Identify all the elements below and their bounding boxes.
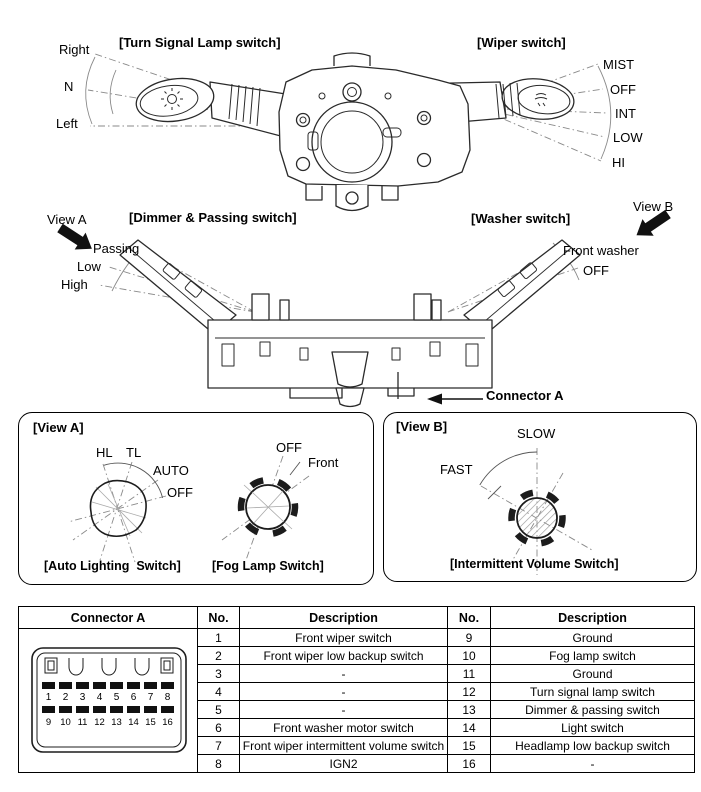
wiper-title: [Wiper switch]	[477, 35, 566, 50]
combination-switch-bottom-drawing	[120, 240, 580, 407]
pin-desc: Light switch	[491, 719, 695, 737]
pin-no: 15	[448, 737, 491, 755]
pin-desc: -	[240, 683, 448, 701]
dimmer-pos-low: Low	[77, 259, 101, 274]
pin-no: 4	[198, 683, 240, 701]
view-b-pointer-label: View B	[633, 199, 674, 214]
table-header-connector: Connector A	[19, 607, 198, 629]
turn-signal-pos-left: Left	[56, 116, 78, 131]
dimmer-pos-high: High	[61, 277, 88, 292]
wiper-pos-off: OFF	[610, 82, 636, 97]
pin-no: 6	[198, 719, 240, 737]
pin-no: 1	[198, 629, 240, 647]
pin-desc: Front wiper switch	[240, 629, 448, 647]
volume-pos-slow: SLOW	[517, 426, 556, 441]
turn-signal-inner-arc	[110, 70, 116, 114]
svg-text:5: 5	[113, 691, 120, 703]
pin-no: 3	[198, 665, 240, 683]
pin-no: 13	[448, 701, 491, 719]
svg-text:6: 6	[130, 691, 137, 703]
svg-text:11: 11	[77, 716, 88, 728]
combination-switch-front-drawing	[133, 53, 575, 211]
view-a-panel-title: [View A]	[33, 420, 84, 435]
svg-text:15: 15	[145, 716, 156, 728]
volume-pos-fast: FAST	[440, 462, 473, 477]
table-header-desc1: Description	[240, 607, 448, 629]
table-row	[19, 629, 695, 647]
pin-no: 14	[448, 719, 491, 737]
pin-no: 12	[448, 683, 491, 701]
dimmer-title: [Dimmer & Passing switch]	[129, 210, 297, 225]
svg-text:4: 4	[96, 691, 103, 703]
pin-desc: Ground	[491, 665, 695, 683]
connector-pinout-cell	[19, 629, 198, 773]
table-header-no1: No.	[198, 607, 240, 629]
pin-desc: Turn signal lamp switch	[491, 683, 695, 701]
wiper-pos-mist: MIST	[603, 57, 635, 72]
pin-desc: Front wiper intermittent volume switch	[240, 737, 448, 755]
pin-no: 9	[448, 629, 491, 647]
pin-desc: -	[491, 755, 695, 773]
pin-numbers-row-1	[46, 692, 171, 703]
table-header-no2: No.	[448, 607, 491, 629]
svg-text:1: 1	[45, 691, 52, 703]
auto-lighting-pos-hl: HL	[96, 445, 113, 460]
fog-lamp-pos-front: Front	[308, 455, 339, 470]
table-header-desc2: Description	[491, 607, 695, 629]
wiper-pos-int: INT	[615, 106, 636, 121]
pin-desc: IGN2	[240, 755, 448, 773]
svg-text:8: 8	[164, 691, 171, 703]
wiper-pos-hi: HI	[612, 155, 625, 170]
pin-numbers-row-2	[46, 717, 173, 728]
switch-body-bottom	[208, 320, 492, 388]
svg-text:16: 16	[162, 716, 173, 728]
svg-text:13: 13	[111, 716, 122, 728]
connector-pin-table	[18, 606, 695, 773]
pin-no: 11	[448, 665, 491, 683]
auto-lighting-pos-off: OFF	[167, 485, 193, 500]
wiper-pos-low: LOW	[613, 130, 643, 145]
pin-no: 8	[198, 755, 240, 773]
pin-desc: Front wiper low backup switch	[240, 647, 448, 665]
turn-signal-pos-n: N	[64, 79, 74, 94]
dimmer-pos-passing: Passing	[93, 241, 140, 256]
pin-no: 16	[448, 755, 491, 773]
washer-title: [Washer switch]	[471, 211, 571, 226]
pin-desc: Fog lamp switch	[491, 647, 695, 665]
pin-desc: -	[240, 665, 448, 683]
connector-a-pointer-label: Connector A	[486, 388, 564, 403]
washer-pos-off: OFF	[583, 263, 609, 278]
pin-row-2	[42, 706, 174, 713]
pin-no: 5	[198, 701, 240, 719]
auto-lighting-pos-tl: TL	[126, 445, 142, 460]
fog-lamp-caption: [Fog Lamp Switch]	[212, 559, 324, 573]
view-a-pointer-label: View A	[47, 212, 87, 227]
fog-lamp-pos-off: OFF	[276, 440, 302, 455]
volume-caption: [Intermittent Volume Switch]	[450, 557, 619, 571]
auto-lighting-caption: [Auto Lighting Switch]	[44, 559, 181, 573]
svg-text:10: 10	[60, 716, 71, 728]
pin-desc: -	[240, 701, 448, 719]
washer-pos-front: Front washer	[563, 243, 639, 258]
svg-text:2: 2	[62, 691, 69, 703]
connector-a-pinout-drawing	[21, 634, 197, 768]
svg-text:7: 7	[147, 691, 154, 703]
svg-text:3: 3	[79, 691, 86, 703]
svg-text:14: 14	[128, 716, 139, 728]
svg-text:9: 9	[45, 716, 52, 728]
pin-no: 2	[198, 647, 240, 665]
pin-desc: Headlamp low backup switch	[491, 737, 695, 755]
view-b-panel-title: [View B]	[396, 419, 448, 434]
pin-no: 10	[448, 647, 491, 665]
auto-lighting-pos-auto: AUTO	[153, 463, 189, 478]
pin-row-1	[42, 682, 174, 689]
pin-desc: Front washer motor switch	[240, 719, 448, 737]
pin-desc: Ground	[491, 629, 695, 647]
connector-a-arrowhead-icon	[427, 394, 442, 405]
turn-signal-title: [Turn Signal Lamp switch]	[119, 35, 281, 50]
turn-signal-pos-right: Right	[59, 42, 90, 57]
pin-no: 7	[198, 737, 240, 755]
svg-text:12: 12	[94, 716, 105, 728]
pin-desc: Dimmer & passing switch	[491, 701, 695, 719]
